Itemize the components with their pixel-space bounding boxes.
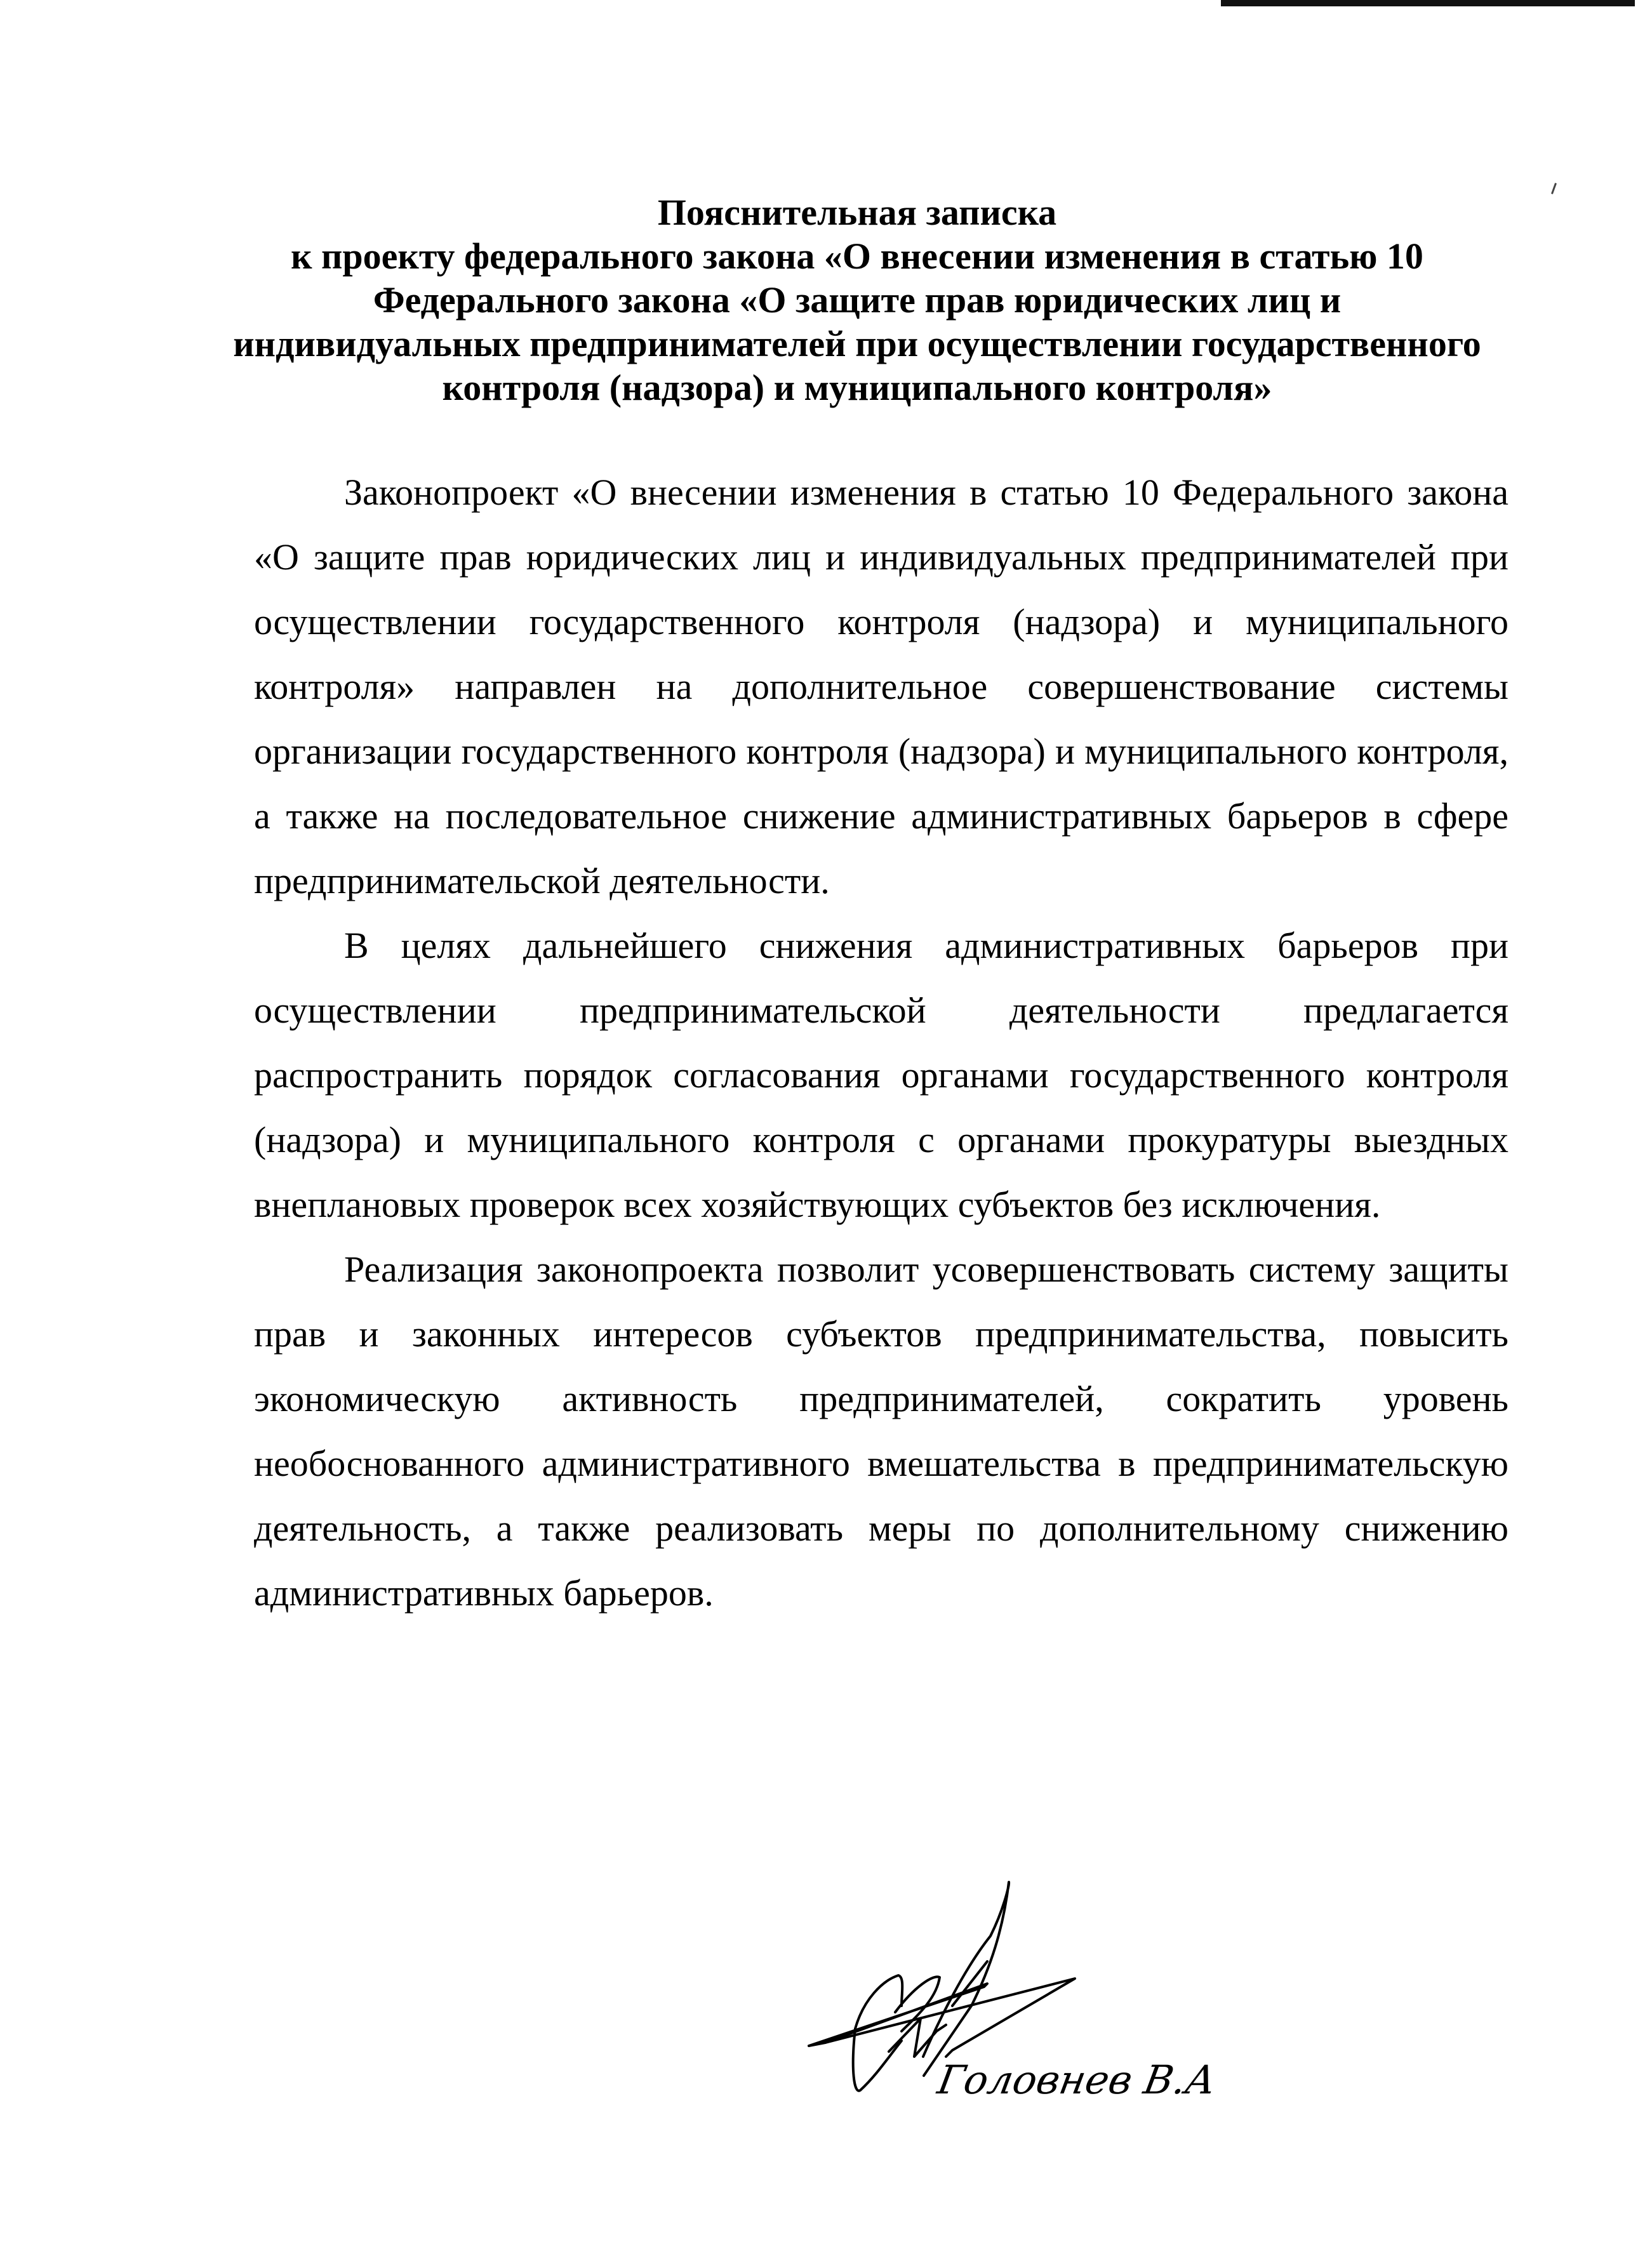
paragraph-3 [254,1237,1508,1626]
title-line: Федерального закона «О защите прав юридических лиц и [373,279,1342,321]
text-line: необоснованного административного вмешательства в предпринимательскую [254,1443,1508,1484]
signature-stroke [895,1977,940,2031]
text-line: «О защите прав юридических лиц и индивидуальных предпринимателей при [254,536,1508,578]
text-line: В целях дальнейшего снижения административных барьеров при [344,925,1508,966]
signature-stroke [825,1979,1075,2057]
text-line: внеплановых проверок всех хозяйствующих субъектов без исключения. [254,1184,1381,1225]
title-line: индивидуальных предпринимателей при осуществлении государственного [233,323,1481,364]
title-line: Пояснительная записка [657,192,1057,233]
text-line: а также на последовательное снижение административных барьеров в сфере [254,795,1508,837]
signature-stroke [889,2019,946,2057]
document-title [190,190,1524,409]
signature-stroke [952,1961,987,2006]
text-line: деятельность, а также реализовать меры по дополнительному снижению [254,1508,1508,1549]
text-line: административных барьеров. [254,1572,714,1614]
signature-stroke [923,1882,1009,2076]
text-line: контроля» направлен на дополнительное совершенствование системы [254,666,1508,707]
signature-stroke [809,1984,987,2046]
text-line: Законопроект «О внесении изменения в статью 10 Федерального закона [344,472,1508,513]
signature-stroke [855,1975,902,2029]
text-line: прав и законных интересов субъектов предпринимательства, повысить [254,1313,1508,1355]
document-body [254,460,1508,1626]
text-line: осуществлении предпринимательской деятельности предлагается [254,990,1508,1031]
text-line: экономическую активность предпринимателей, сократить уровень [254,1378,1508,1419]
text-line: Реализация законопроекта позволит усовершенствовать систему защиты [344,1249,1508,1290]
text-line: распространить порядок согласования органами государственного контроля [254,1054,1508,1096]
signature-name: Головнев В.А [934,2057,1220,2103]
paragraph-2 [254,913,1508,1237]
signature-stroke [853,2029,902,2091]
scan-border-line [1221,0,1635,6]
text-line: осуществлении государственного контроля (надзора) и муниципального [254,601,1508,642]
paragraph-1 [254,460,1508,913]
title-line: к проекту федерального закона «О внесении изменения в статью 10 [291,235,1423,277]
text-line: предпринимательской деятельности. [254,860,830,901]
text-line: организации государственного контроля (надзора) и муниципального контроля, [254,731,1508,772]
text-line: (надзора) и муниципального контроля с органами прокуратуры выездных [254,1119,1508,1160]
scan-artifact [1551,183,1557,194]
title-line: контроля (надзора) и муниципального контроля» [442,367,1272,408]
